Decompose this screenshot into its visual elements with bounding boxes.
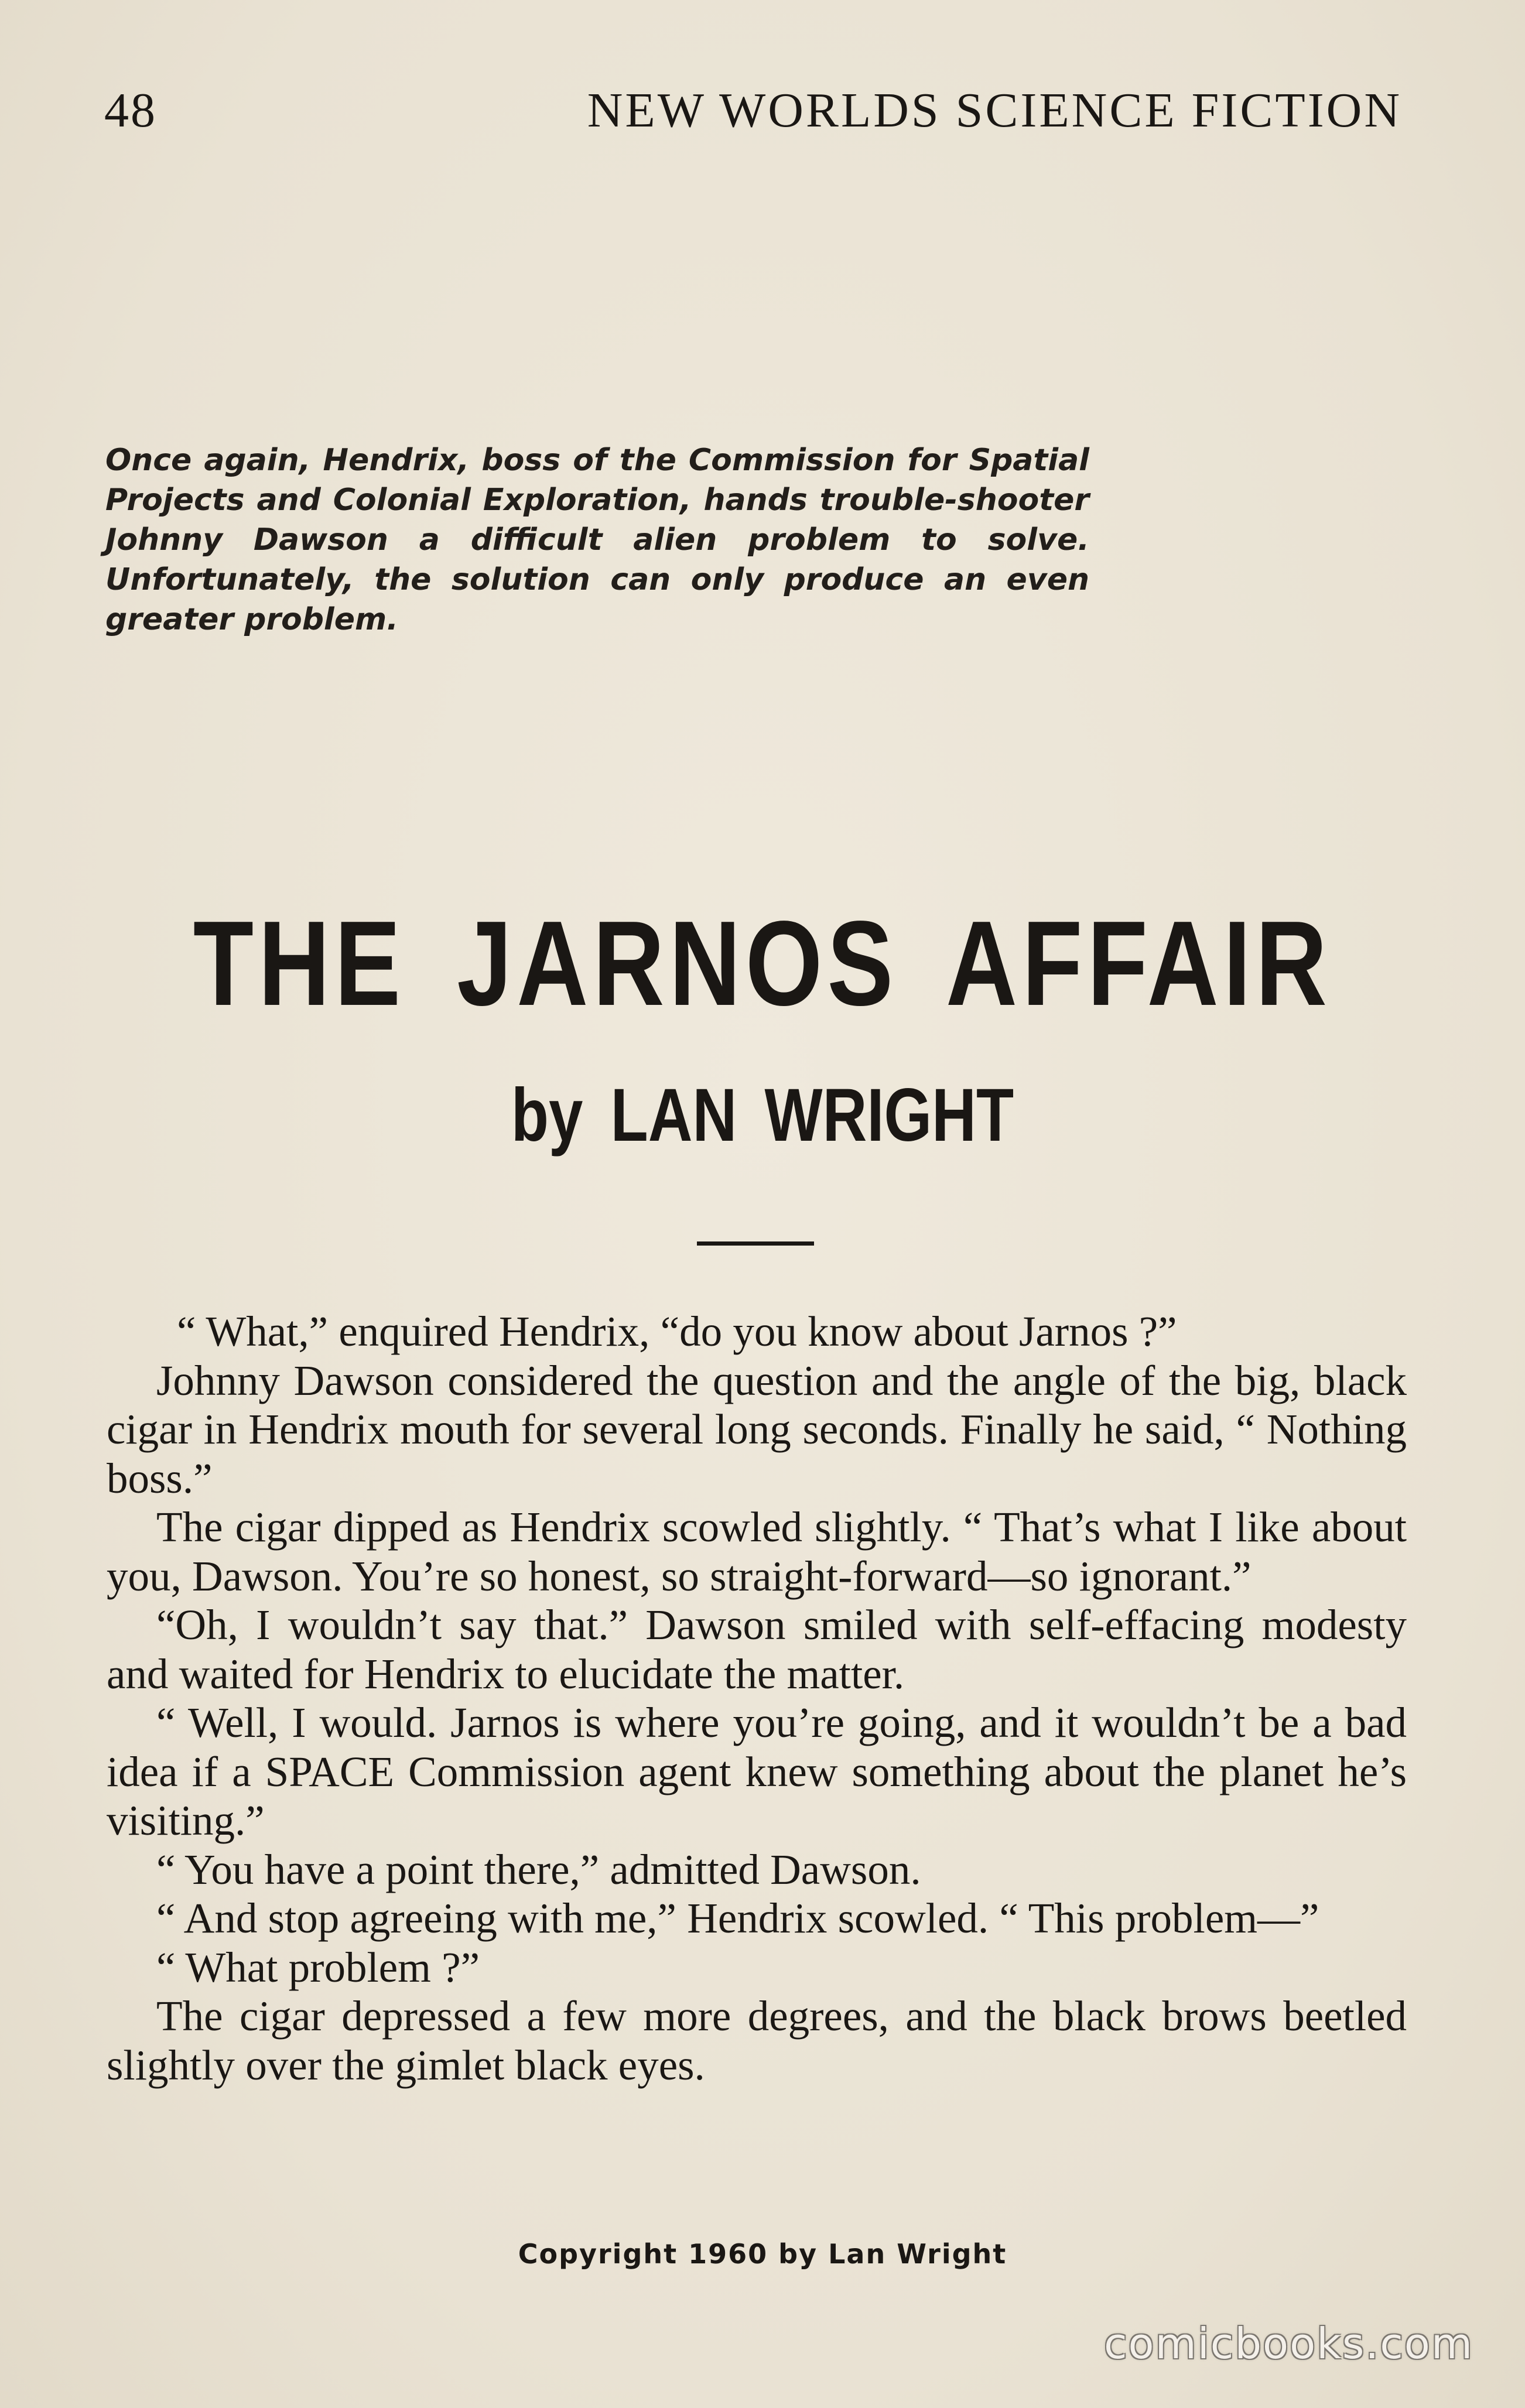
- paragraph: “ And stop agreeing with me,” Hendrix scowled. “ This problem—”: [156, 1894, 1319, 1942]
- paragraph: “ Well, I would. Jarnos is where you’re going, and it wouldn’t be a bad idea if a SPACE Commission agent knew something about the planet he’s visiting.”: [107, 1699, 1407, 1844]
- page-number: 48: [104, 83, 157, 138]
- copyright-notice: Copyright 1960 by Lan Wright: [518, 2238, 1007, 2270]
- paragraph: Johnny Dawson considered the question and the angle of the big, black cigar in Hendrix mouth for several long seconds. Finally he said, “ Nothing boss.”: [107, 1356, 1407, 1502]
- story-body: [107, 1307, 1407, 2089]
- title-divider: [697, 1241, 814, 1246]
- paragraph: The cigar dipped as Hendrix scowled slightly. “ That’s what I like about you, Dawson. You’re so honest, so straight-forward—so ignorant.”: [107, 1503, 1407, 1600]
- site-watermark: comicbooks.com: [1103, 2319, 1473, 2368]
- story-byline: by LAN WRIGHT: [511, 1073, 1014, 1157]
- paragraph: “ What,” enquired Hendrix, “do you know about Jarnos ?”: [177, 1308, 1177, 1355]
- story-blurb: Once again, Hendrix, boss of the Commission for Spatial Projects and Colonial Exploration, hands trouble-shooter Johnny Dawson a difficult alien problem to solve. Unfortunately, the solution can only produce an even greater problem.: [105, 443, 1089, 637]
- paragraph: “ You have a point there,” admitted Dawson.: [156, 1845, 921, 1893]
- paragraph: “ What problem ?”: [156, 1943, 480, 1991]
- paragraph: The cigar depressed a few more degrees, and the black brows beetled slightly over the gimlet black eyes.: [107, 1992, 1407, 2089]
- paragraph: “Oh, I wouldn’t say that.” Dawson smiled with self-effacing modesty and waited for Hendrix to elucidate the matter.: [107, 1601, 1407, 1698]
- magazine-title: NEW WORLDS SCIENCE FICTION: [587, 83, 1402, 138]
- running-head: [104, 82, 1402, 146]
- story-title: THE JARNOS AFFAIR: [193, 896, 1332, 1031]
